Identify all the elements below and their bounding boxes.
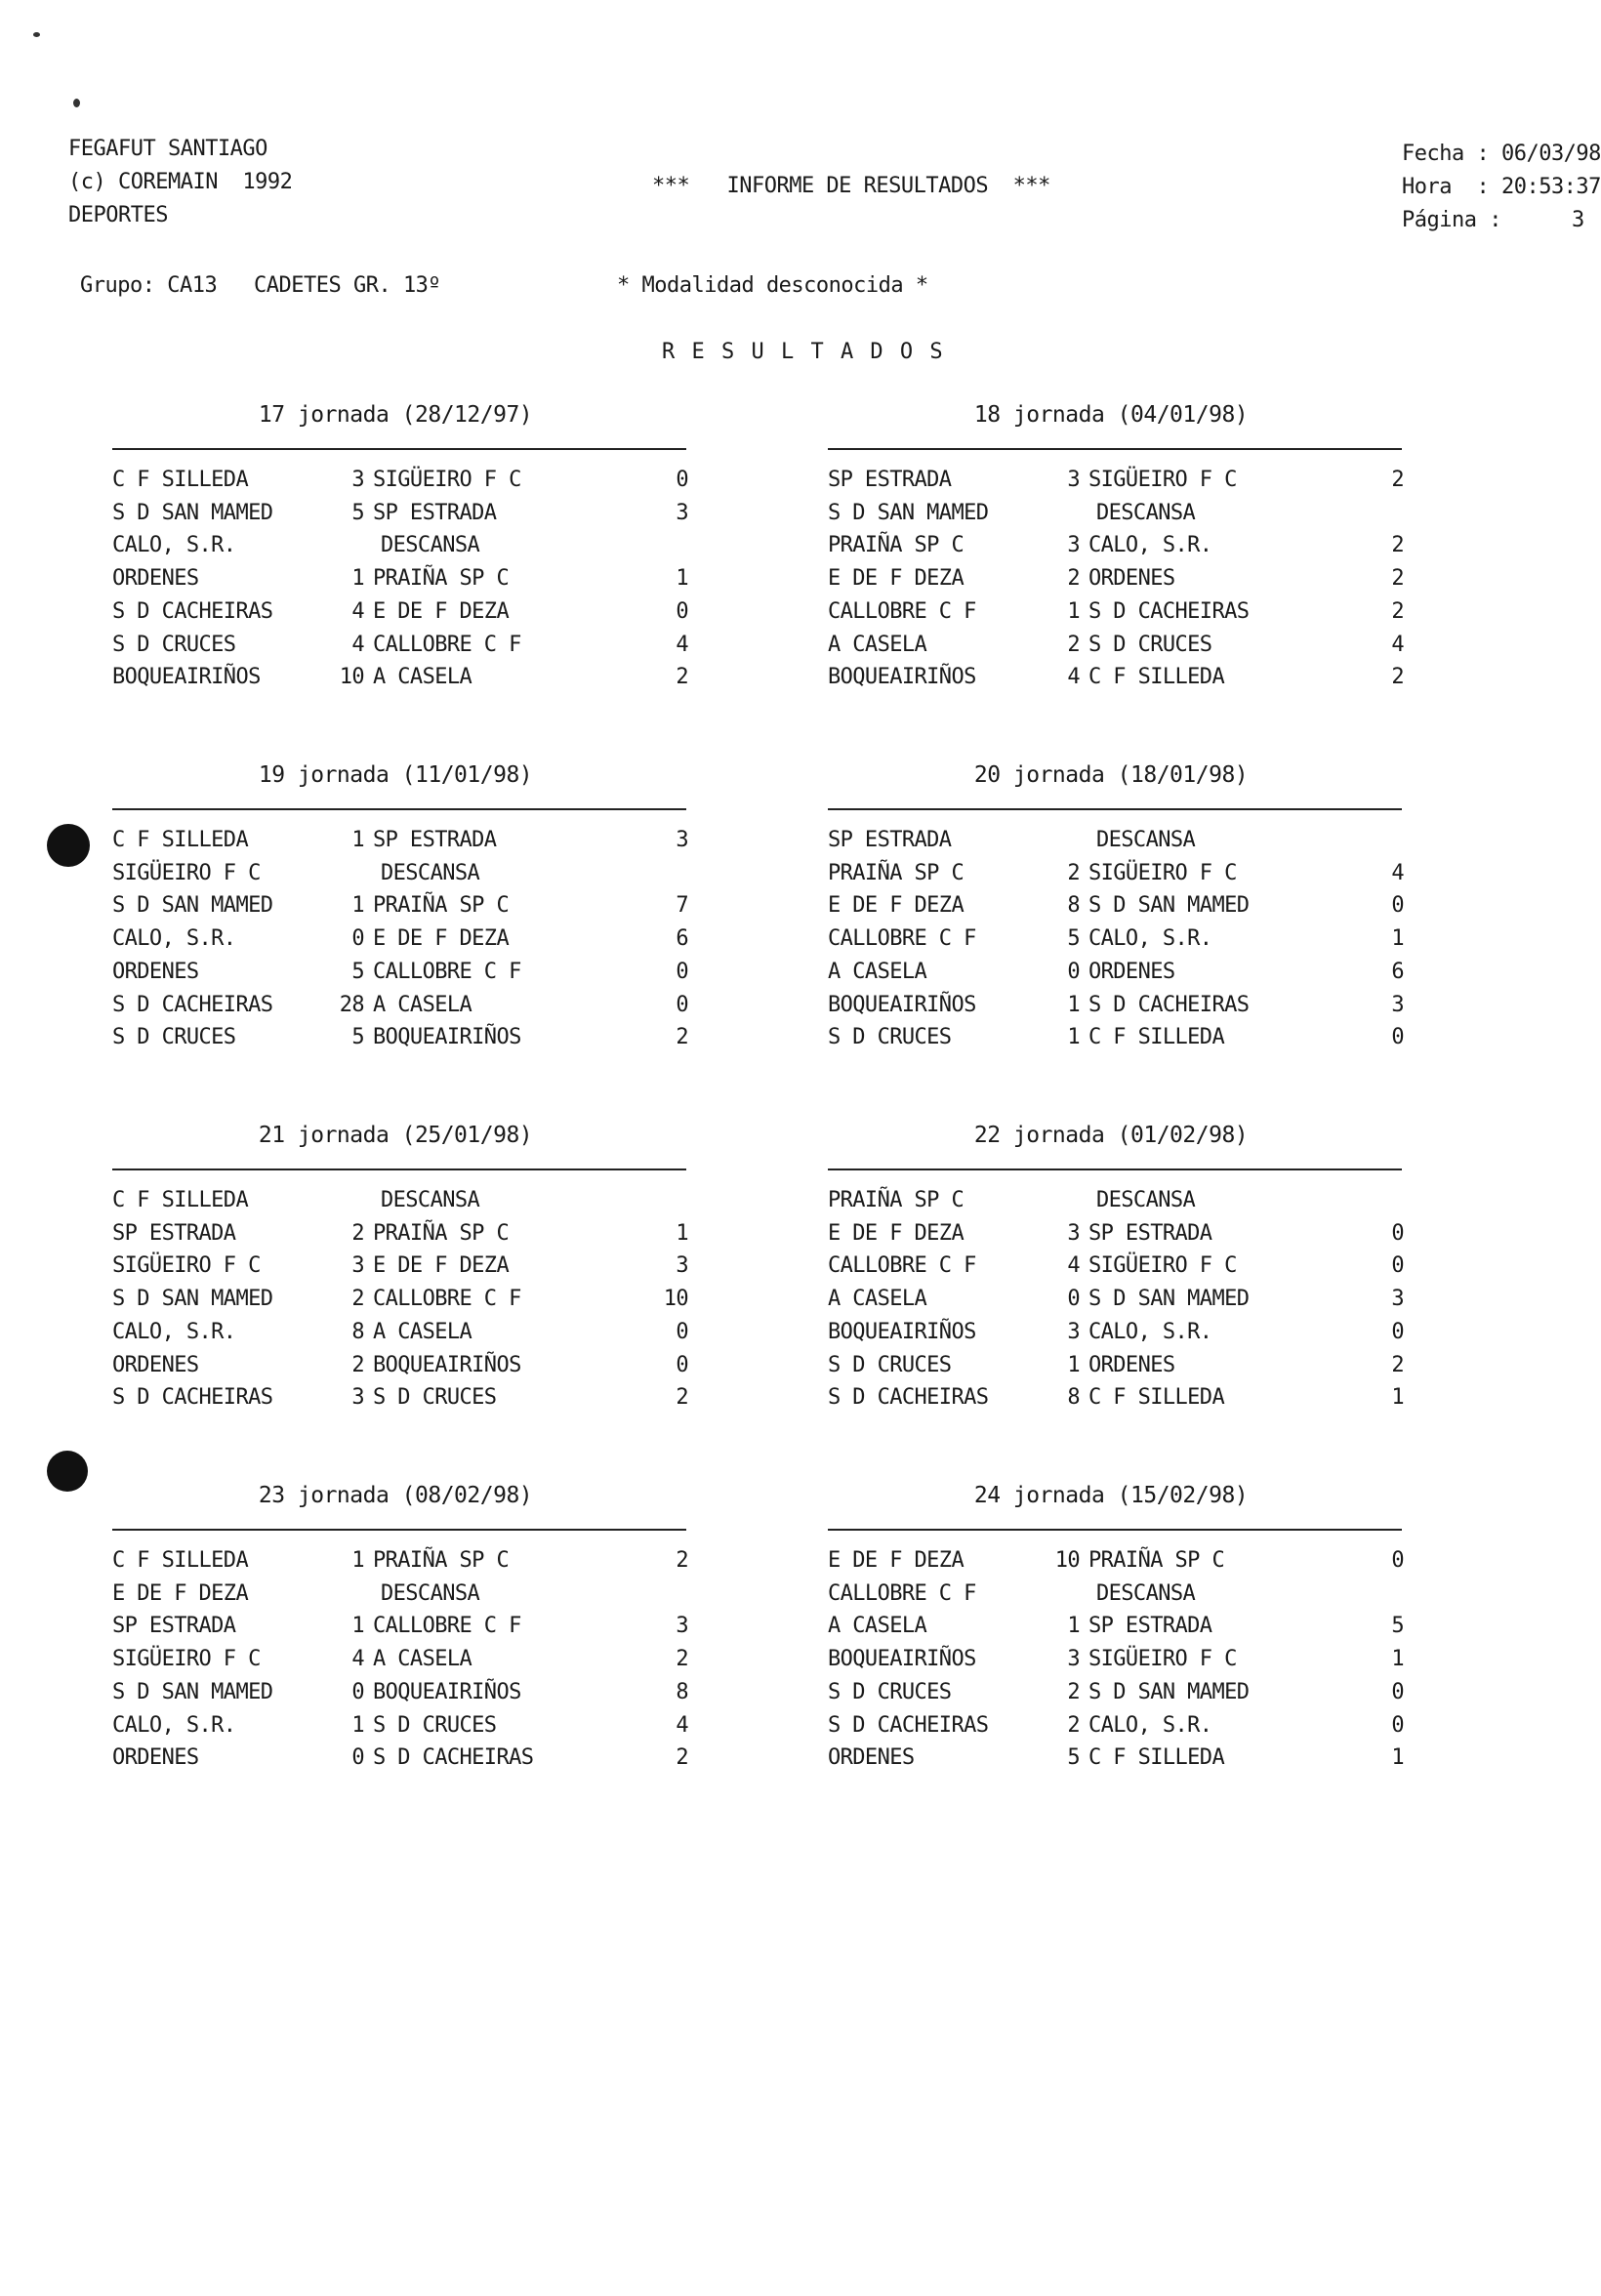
home-team: CALLOBRE C F bbox=[828, 598, 976, 624]
punch-hole bbox=[47, 1451, 88, 1492]
jornada-title: 22 jornada (01/02/98) bbox=[973, 1123, 1249, 1148]
away-team: S D CACHEIRAS bbox=[1088, 992, 1250, 1017]
group-category: CADETES GR. 13º bbox=[254, 273, 441, 298]
match-row bbox=[828, 1647, 1414, 1680]
away-score: 2 bbox=[1391, 468, 1404, 492]
away-team: S D CACHEIRAS bbox=[1088, 598, 1250, 624]
home-score: 2 bbox=[1067, 1712, 1080, 1738]
jornada-title: 20 jornada (18/01/98) bbox=[973, 762, 1249, 788]
home-score: 10 bbox=[339, 665, 364, 690]
away-team: A CASELA bbox=[373, 1647, 472, 1672]
home-score: 1 bbox=[351, 828, 364, 852]
home-team: SP ESTRADA bbox=[112, 1614, 236, 1639]
away-team: DESCANSA bbox=[381, 1580, 480, 1606]
home-team: SP ESTRADA bbox=[828, 468, 952, 492]
home-team: E DE F DEZA bbox=[828, 893, 965, 919]
match-row bbox=[828, 828, 1414, 861]
home-team: BOQUEAIRIÑOS bbox=[828, 992, 976, 1017]
jornada-title: 23 jornada (08/02/98) bbox=[258, 1483, 533, 1508]
home-team: SIGÜEIRO F C bbox=[112, 1647, 261, 1672]
away-team: CALO, S.R. bbox=[1088, 926, 1212, 952]
home-team: BOQUEAIRIÑOS bbox=[828, 665, 976, 690]
match-row bbox=[112, 1353, 698, 1386]
match-row bbox=[112, 1221, 698, 1254]
away-score: 1 bbox=[1391, 1745, 1404, 1771]
away-team: S D CRUCES bbox=[373, 1385, 497, 1411]
home-score: 8 bbox=[351, 1319, 364, 1344]
away-score: 0 bbox=[1391, 1220, 1404, 1246]
jornada-title: 17 jornada (28/12/97) bbox=[258, 402, 533, 428]
home-team: ORDENES bbox=[112, 959, 199, 984]
match-row bbox=[828, 993, 1414, 1026]
away-score: 6 bbox=[1391, 959, 1404, 984]
match-row bbox=[828, 1713, 1414, 1746]
home-score: 1 bbox=[1067, 598, 1080, 624]
home-team: CALO, S.R. bbox=[112, 533, 236, 558]
away-score: 1 bbox=[676, 566, 688, 592]
away-score: 1 bbox=[1391, 1647, 1404, 1672]
match-row bbox=[112, 893, 698, 926]
away-team: BOQUEAIRIÑOS bbox=[373, 1352, 521, 1377]
away-score: 0 bbox=[676, 959, 688, 984]
away-score: 4 bbox=[1391, 860, 1404, 885]
match-row bbox=[112, 1320, 698, 1353]
away-team: PRAIÑA SP C bbox=[1088, 1548, 1225, 1573]
away-team: CALLOBRE C F bbox=[373, 1287, 521, 1312]
home-score: 0 bbox=[351, 1745, 364, 1771]
away-score: 0 bbox=[1391, 1712, 1404, 1738]
home-score: 1 bbox=[351, 893, 364, 919]
home-team: CALLOBRE C F bbox=[828, 926, 976, 952]
home-team: C F SILLEDA bbox=[112, 1548, 249, 1573]
home-score: 4 bbox=[1067, 665, 1080, 690]
match-row bbox=[112, 1287, 698, 1320]
away-team: BOQUEAIRIÑOS bbox=[373, 1679, 521, 1704]
home-score: 28 bbox=[339, 992, 364, 1017]
match-row bbox=[112, 1025, 698, 1058]
match-row bbox=[112, 828, 698, 861]
match-row bbox=[112, 1548, 698, 1581]
home-team: BOQUEAIRIÑOS bbox=[112, 665, 261, 690]
home-team: S D CRUCES bbox=[112, 1025, 236, 1050]
home-score: 0 bbox=[1067, 1287, 1080, 1312]
home-team: SIGÜEIRO F C bbox=[112, 1253, 261, 1279]
away-score: 2 bbox=[676, 1385, 688, 1411]
home-team: A CASELA bbox=[828, 1287, 927, 1312]
home-score: 4 bbox=[1067, 1253, 1080, 1279]
away-score: 2 bbox=[1391, 533, 1404, 558]
match-row bbox=[828, 1188, 1414, 1221]
away-team: PRAIÑA SP C bbox=[373, 893, 510, 919]
match-row bbox=[112, 1680, 698, 1713]
match-row bbox=[112, 926, 698, 960]
away-score: 2 bbox=[676, 1647, 688, 1672]
home-score: 8 bbox=[1067, 893, 1080, 919]
away-score: 0 bbox=[676, 1352, 688, 1377]
away-team: DESCANSA bbox=[381, 1188, 480, 1212]
away-team: A CASELA bbox=[373, 1319, 472, 1344]
away-team: A CASELA bbox=[373, 992, 472, 1017]
match-row bbox=[112, 566, 698, 599]
away-team: CALO, S.R. bbox=[1088, 1319, 1212, 1344]
away-team: SIGÜEIRO F C bbox=[1088, 1647, 1237, 1672]
away-team: E DE F DEZA bbox=[373, 598, 510, 624]
jornada-title: 24 jornada (15/02/98) bbox=[973, 1483, 1249, 1508]
home-score: 3 bbox=[1067, 1319, 1080, 1344]
home-team: ORDENES bbox=[828, 1745, 915, 1771]
away-team: DESCANSA bbox=[1096, 1188, 1196, 1212]
away-team: SIGÜEIRO F C bbox=[373, 468, 521, 492]
match-row bbox=[112, 1713, 698, 1746]
away-team: DESCANSA bbox=[381, 533, 480, 558]
home-team: BOQUEAIRIÑOS bbox=[828, 1647, 976, 1672]
away-score: 2 bbox=[676, 665, 688, 690]
match-row bbox=[112, 960, 698, 993]
home-score: 1 bbox=[351, 1614, 364, 1639]
away-team: CALLOBRE C F bbox=[373, 959, 521, 984]
away-score: 1 bbox=[1391, 926, 1404, 952]
match-row bbox=[112, 599, 698, 633]
home-team: S D SAN MAMED bbox=[112, 1679, 273, 1704]
match-row bbox=[112, 501, 698, 534]
match-row bbox=[828, 599, 1414, 633]
away-score: 0 bbox=[1391, 1253, 1404, 1279]
away-team: SP ESTRADA bbox=[373, 500, 497, 525]
match-row bbox=[112, 633, 698, 666]
home-team: C F SILLEDA bbox=[112, 468, 249, 492]
match-row bbox=[828, 665, 1414, 698]
away-score: 4 bbox=[676, 632, 688, 657]
home-score: 1 bbox=[1067, 1352, 1080, 1377]
org-name: FEGAFUT SANTIAGO bbox=[68, 137, 267, 161]
punch-hole bbox=[47, 824, 90, 867]
jornada-divider bbox=[112, 448, 686, 450]
away-score: 10 bbox=[663, 1287, 688, 1312]
home-team: E DE F DEZA bbox=[828, 1548, 965, 1573]
home-team: S D CACHEIRAS bbox=[112, 598, 273, 624]
away-score: 0 bbox=[1391, 1319, 1404, 1344]
away-score: 7 bbox=[676, 893, 688, 919]
home-score: 4 bbox=[351, 1647, 364, 1672]
home-team: BOQUEAIRIÑOS bbox=[828, 1319, 976, 1344]
match-row bbox=[112, 861, 698, 894]
away-score: 4 bbox=[676, 1712, 688, 1738]
match-row bbox=[828, 533, 1414, 566]
away-team: PRAIÑA SP C bbox=[373, 1548, 510, 1573]
scan-speck bbox=[73, 99, 80, 107]
away-score: 3 bbox=[676, 1253, 688, 1279]
away-score: 2 bbox=[676, 1025, 688, 1050]
away-score: 0 bbox=[1391, 893, 1404, 919]
home-score: 1 bbox=[1067, 1025, 1080, 1050]
home-score: 2 bbox=[351, 1352, 364, 1377]
home-team: S D CRUCES bbox=[828, 1025, 952, 1050]
home-team: PRAIÑA SP C bbox=[828, 1188, 965, 1212]
away-team: S D CRUCES bbox=[373, 1712, 497, 1738]
home-team: E DE F DEZA bbox=[828, 1220, 965, 1246]
away-score: 2 bbox=[1391, 665, 1404, 690]
away-score: 1 bbox=[1391, 1385, 1404, 1411]
home-score: 1 bbox=[351, 1548, 364, 1573]
away-score: 5 bbox=[1391, 1614, 1404, 1639]
home-score: 1 bbox=[1067, 1614, 1080, 1639]
home-team: SP ESTRADA bbox=[828, 828, 952, 852]
home-score: 8 bbox=[1067, 1385, 1080, 1411]
away-team: BOQUEAIRIÑOS bbox=[373, 1025, 521, 1050]
home-team: S D CRUCES bbox=[112, 632, 236, 657]
home-score: 1 bbox=[351, 566, 364, 592]
away-team: S D CRUCES bbox=[1088, 632, 1212, 657]
home-team: SIGÜEIRO F C bbox=[112, 860, 261, 885]
home-score: 5 bbox=[1067, 926, 1080, 952]
home-team: A CASELA bbox=[828, 1614, 927, 1639]
match-row bbox=[828, 633, 1414, 666]
away-score: 2 bbox=[676, 1548, 688, 1573]
match-row bbox=[828, 893, 1414, 926]
match-row bbox=[828, 960, 1414, 993]
jornada-divider bbox=[828, 448, 1402, 450]
away-team: DESCANSA bbox=[381, 860, 480, 885]
page-number: 3 bbox=[1572, 208, 1584, 232]
match-row bbox=[112, 1188, 698, 1221]
match-row bbox=[828, 1221, 1414, 1254]
home-score: 3 bbox=[1067, 1220, 1080, 1246]
home-team: S D CACHEIRAS bbox=[112, 1385, 273, 1411]
away-team: DESCANSA bbox=[1096, 1580, 1196, 1606]
away-score: 2 bbox=[1391, 1352, 1404, 1377]
match-row bbox=[112, 993, 698, 1026]
away-team: CALLOBRE C F bbox=[373, 1614, 521, 1639]
away-score: 2 bbox=[1391, 598, 1404, 624]
home-score: 2 bbox=[1067, 566, 1080, 592]
away-team: CALLOBRE C F bbox=[373, 632, 521, 657]
match-row bbox=[112, 533, 698, 566]
home-team: A CASELA bbox=[828, 632, 927, 657]
match-row bbox=[828, 1614, 1414, 1647]
match-row bbox=[828, 1287, 1414, 1320]
home-score: 0 bbox=[1067, 959, 1080, 984]
home-score: 5 bbox=[351, 500, 364, 525]
jornada-title: 18 jornada (04/01/98) bbox=[973, 402, 1249, 428]
home-team: C F SILLEDA bbox=[112, 1188, 249, 1212]
match-row bbox=[828, 1353, 1414, 1386]
home-team: PRAIÑA SP C bbox=[828, 533, 965, 558]
home-team: S D CRUCES bbox=[828, 1352, 952, 1377]
away-team: ORDENES bbox=[1088, 1352, 1175, 1377]
match-row bbox=[112, 1581, 698, 1615]
home-score: 2 bbox=[1067, 860, 1080, 885]
match-row bbox=[828, 566, 1414, 599]
match-row bbox=[112, 1253, 698, 1287]
home-score: 1 bbox=[351, 1712, 364, 1738]
match-row bbox=[112, 468, 698, 501]
home-team: PRAIÑA SP C bbox=[828, 860, 965, 885]
away-score: 0 bbox=[1391, 1679, 1404, 1704]
home-score: 2 bbox=[351, 1220, 364, 1246]
report-time: Hora : 20:53:37 bbox=[1402, 175, 1601, 199]
jornada-title: 21 jornada (25/01/98) bbox=[258, 1123, 533, 1148]
match-row bbox=[112, 665, 698, 698]
home-team: CALO, S.R. bbox=[112, 1319, 236, 1344]
jornada-divider bbox=[828, 808, 1402, 810]
home-team: A CASELA bbox=[828, 959, 927, 984]
match-row bbox=[828, 1253, 1414, 1287]
away-score: 0 bbox=[676, 1319, 688, 1344]
home-team: S D CRUCES bbox=[828, 1679, 952, 1704]
away-score: 8 bbox=[676, 1679, 688, 1704]
away-score: 3 bbox=[1391, 1287, 1404, 1312]
jornada-divider bbox=[112, 1168, 686, 1170]
match-row bbox=[828, 468, 1414, 501]
away-score: 3 bbox=[676, 500, 688, 525]
match-row bbox=[112, 1647, 698, 1680]
away-team: C F SILLEDA bbox=[1088, 1385, 1225, 1411]
home-score: 0 bbox=[351, 926, 364, 952]
match-row bbox=[828, 1385, 1414, 1418]
away-team: S D CACHEIRAS bbox=[373, 1745, 534, 1771]
match-row bbox=[828, 926, 1414, 960]
home-team: S D SAN MAMED bbox=[112, 500, 273, 525]
home-team: ORDENES bbox=[112, 1745, 199, 1771]
home-score: 2 bbox=[351, 1287, 364, 1312]
home-score: 1 bbox=[1067, 992, 1080, 1017]
away-team: ORDENES bbox=[1088, 959, 1175, 984]
home-team: CALO, S.R. bbox=[112, 1712, 236, 1738]
home-team: ORDENES bbox=[112, 566, 199, 592]
away-score: 3 bbox=[1391, 992, 1404, 1017]
away-team: ORDENES bbox=[1088, 566, 1175, 592]
away-team: A CASELA bbox=[373, 665, 472, 690]
match-row bbox=[828, 1745, 1414, 1779]
away-team: C F SILLEDA bbox=[1088, 1025, 1225, 1050]
match-row bbox=[828, 1548, 1414, 1581]
match-row bbox=[828, 861, 1414, 894]
home-score: 3 bbox=[1067, 1647, 1080, 1672]
home-score: 3 bbox=[1067, 468, 1080, 492]
jornada-title: 19 jornada (11/01/98) bbox=[258, 762, 533, 788]
home-team: S D CACHEIRAS bbox=[828, 1712, 989, 1738]
home-score: 4 bbox=[351, 598, 364, 624]
jornada-divider bbox=[828, 1168, 1402, 1170]
scan-speck bbox=[33, 32, 40, 37]
home-team: CALO, S.R. bbox=[112, 926, 236, 952]
away-team: PRAIÑA SP C bbox=[373, 566, 510, 592]
jornada-divider bbox=[112, 808, 686, 810]
page-label: Página : bbox=[1402, 208, 1501, 232]
match-row bbox=[112, 1614, 698, 1647]
away-score: 3 bbox=[676, 1614, 688, 1639]
home-score: 2 bbox=[1067, 1679, 1080, 1704]
home-score: 3 bbox=[351, 1253, 364, 1279]
department: DEPORTES bbox=[68, 203, 168, 227]
home-score: 3 bbox=[1067, 533, 1080, 558]
away-score: 4 bbox=[1391, 632, 1404, 657]
away-team: S D SAN MAMED bbox=[1088, 1287, 1250, 1312]
home-team: E DE F DEZA bbox=[828, 566, 965, 592]
home-score: 4 bbox=[351, 632, 364, 657]
match-row bbox=[828, 1025, 1414, 1058]
away-team: SP ESTRADA bbox=[373, 828, 497, 852]
away-team: DESCANSA bbox=[1096, 828, 1196, 852]
away-team: E DE F DEZA bbox=[373, 926, 510, 952]
home-score: 5 bbox=[351, 959, 364, 984]
match-row bbox=[828, 1680, 1414, 1713]
away-team: CALO, S.R. bbox=[1088, 1712, 1212, 1738]
away-score: 2 bbox=[1391, 566, 1404, 592]
home-team: S D CACHEIRAS bbox=[112, 992, 273, 1017]
away-team: C F SILLEDA bbox=[1088, 665, 1225, 690]
away-team: CALO, S.R. bbox=[1088, 533, 1212, 558]
home-team: C F SILLEDA bbox=[112, 828, 249, 852]
match-row bbox=[112, 1385, 698, 1418]
home-team: S D SAN MAMED bbox=[112, 1287, 273, 1312]
home-team: S D SAN MAMED bbox=[828, 500, 989, 525]
away-team: SIGÜEIRO F C bbox=[1088, 468, 1237, 492]
away-score: 0 bbox=[1391, 1025, 1404, 1050]
away-score: 0 bbox=[676, 468, 688, 492]
group-label: Grupo: CA13 bbox=[80, 273, 218, 298]
away-score: 3 bbox=[676, 828, 688, 852]
jornada-divider bbox=[112, 1529, 686, 1531]
home-team: S D SAN MAMED bbox=[112, 893, 273, 919]
away-team: SP ESTRADA bbox=[1088, 1220, 1212, 1246]
away-score: 0 bbox=[1391, 1548, 1404, 1573]
away-team: C F SILLEDA bbox=[1088, 1745, 1225, 1771]
match-row bbox=[828, 1320, 1414, 1353]
report-title: *** INFORME DE RESULTADOS *** bbox=[652, 174, 1050, 198]
home-team: ORDENES bbox=[112, 1352, 199, 1377]
home-score: 3 bbox=[351, 1385, 364, 1411]
report-date: Fecha : 06/03/98 bbox=[1402, 142, 1601, 166]
away-team: E DE F DEZA bbox=[373, 1253, 510, 1279]
match-row bbox=[828, 501, 1414, 534]
home-team: E DE F DEZA bbox=[112, 1580, 249, 1606]
home-team: CALLOBRE C F bbox=[828, 1580, 976, 1606]
section-title: R E S U L T A D O S bbox=[662, 340, 945, 364]
jornada-divider bbox=[828, 1529, 1402, 1531]
home-score: 3 bbox=[351, 468, 364, 492]
home-score: 2 bbox=[1067, 632, 1080, 657]
home-score: 5 bbox=[351, 1025, 364, 1050]
home-score: 5 bbox=[1067, 1745, 1080, 1771]
away-team: DESCANSA bbox=[1096, 500, 1196, 525]
home-team: S D CACHEIRAS bbox=[828, 1385, 989, 1411]
match-row bbox=[112, 1745, 698, 1779]
home-score: 10 bbox=[1054, 1548, 1080, 1573]
copyright: (c) COREMAIN 1992 bbox=[68, 170, 293, 194]
away-team: SP ESTRADA bbox=[1088, 1614, 1212, 1639]
home-score: 0 bbox=[351, 1679, 364, 1704]
group-modality: * Modalidad desconocida * bbox=[617, 273, 928, 298]
away-team: S D SAN MAMED bbox=[1088, 1679, 1250, 1704]
away-team: S D SAN MAMED bbox=[1088, 893, 1250, 919]
home-team: SP ESTRADA bbox=[112, 1220, 236, 1246]
away-score: 1 bbox=[676, 1220, 688, 1246]
away-score: 0 bbox=[676, 992, 688, 1017]
away-score: 6 bbox=[676, 926, 688, 952]
away-score: 2 bbox=[676, 1745, 688, 1771]
match-row bbox=[828, 1581, 1414, 1615]
home-team: CALLOBRE C F bbox=[828, 1253, 976, 1279]
away-team: PRAIÑA SP C bbox=[373, 1220, 510, 1246]
away-team: SIGÜEIRO F C bbox=[1088, 860, 1237, 885]
away-team: SIGÜEIRO F C bbox=[1088, 1253, 1237, 1279]
away-score: 0 bbox=[676, 598, 688, 624]
